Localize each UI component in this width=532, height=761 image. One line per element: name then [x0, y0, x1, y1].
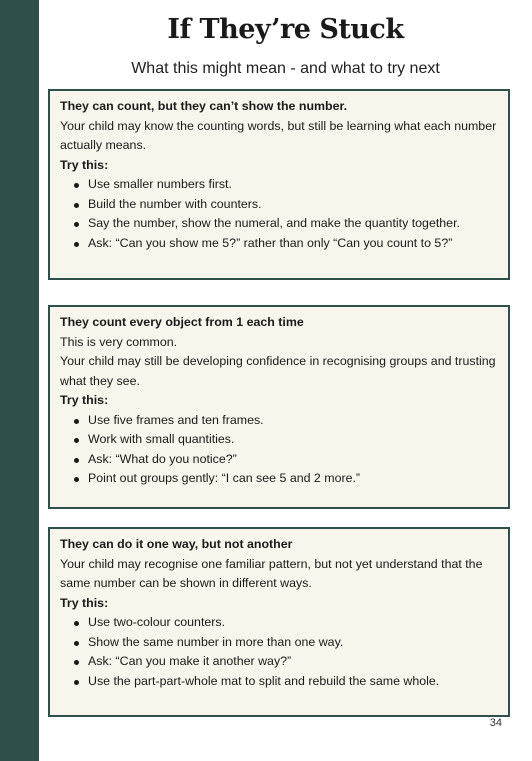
- page-number: 34: [489, 717, 502, 729]
- tip-list: [60, 175, 498, 253]
- tip-list: [60, 411, 498, 489]
- list-item: Build the number with counters.: [74, 195, 498, 215]
- list-item: Show the same number in more than one way.: [74, 633, 498, 653]
- side-bar: [0, 0, 39, 761]
- page-title: If They’re Stuck: [167, 14, 404, 45]
- tip-card-one-way-not-another: [48, 527, 510, 717]
- tip-card-count-every-object: [48, 305, 510, 509]
- try-this-label: Try this:: [60, 393, 109, 407]
- list-item: Ask: “Can you make it another way?”: [74, 652, 498, 672]
- list-item: Use the part-part-whole mat to split and rebuild the same whole.: [74, 672, 498, 692]
- tip-card-count-but-cant-show: [48, 89, 510, 280]
- card-heading: They can do it one way, but not another: [60, 537, 293, 551]
- try-this-label: Try this:: [60, 157, 109, 172]
- card-body-text: Your child may know the counting words, but still be learning what each number actually means.: [60, 118, 497, 152]
- card-body-text: This is very common.: [60, 334, 178, 349]
- list-item: Use two-colour counters.: [74, 613, 498, 633]
- try-this-label: Try this:: [60, 595, 109, 610]
- card-heading: They can count, but they can’t show the number.: [60, 99, 348, 113]
- page-subtitle: What this might mean - and what to try next: [131, 60, 440, 77]
- list-item: Ask: “Can you show me 5?” rather than only “Can you count to 5?”: [74, 234, 498, 254]
- list-item: Work with small quantities.: [74, 430, 498, 450]
- list-item: Use smaller numbers first.: [74, 175, 498, 195]
- card-body-text: Your child may still be developing confidence in recognising groups and trusting what they see.: [60, 354, 496, 388]
- list-item: Ask: “What do you notice?”: [74, 450, 498, 470]
- tip-list: [60, 613, 498, 691]
- card-heading: They count every object from 1 each time: [60, 315, 304, 329]
- list-item: Point out groups gently: “I can see 5 and 2 more.”: [74, 469, 498, 489]
- list-item: Use five frames and ten frames.: [74, 411, 498, 431]
- card-body-text: Your child may recognise one familiar pattern, but not yet understand that the same number can be shown in different ways.: [60, 556, 483, 590]
- list-item: Say the number, show the numeral, and make the quantity together.: [74, 214, 498, 234]
